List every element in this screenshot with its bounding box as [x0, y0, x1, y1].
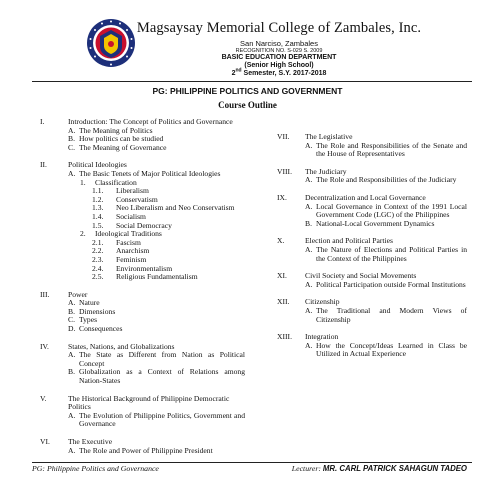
unit-body [305, 168, 467, 185]
subtopic-text: The Traditional and Modern Views of Citizenship [316, 305, 467, 324]
unit-title: The Executive [68, 437, 113, 446]
subtopic-text: Dimensions [79, 306, 116, 316]
subtopic-label: A. [68, 445, 76, 455]
unit-body [305, 298, 467, 324]
outline-unit [40, 291, 245, 334]
outline-unit [277, 168, 467, 185]
unit-numeral: XI. [277, 271, 287, 281]
unit-title: Introduction: The Concept of Politics and Governance [68, 117, 233, 126]
subtopic-label: A. [68, 298, 76, 308]
header-divider [32, 81, 472, 82]
outline-unit [277, 237, 467, 263]
subtopic-text: Local Governance in Context of the 1991 Local Government Code (LGC) of the Philippines [316, 201, 467, 220]
outline-subtopic [68, 351, 245, 368]
group-label: 2. [80, 229, 86, 239]
unit-numeral: X. [277, 236, 285, 246]
subitem-label: 1.5. [92, 220, 104, 230]
unit-numeral: IV. [40, 341, 49, 351]
subitem-text: Neo Liberalism and Neo Conservatism [116, 203, 235, 213]
group-label: 1. [80, 177, 86, 187]
outline-subitem [92, 239, 245, 248]
subitem-text: Fascism [116, 237, 141, 247]
unit-numeral: IX. [277, 192, 287, 202]
outline-subtopic [68, 412, 245, 429]
outline-subitem [92, 247, 245, 256]
unit-numeral: VIII. [277, 166, 292, 176]
unit-body [68, 343, 245, 386]
subtopic-text: How politics can be studied [79, 134, 164, 144]
subtopic-label: A. [305, 279, 313, 289]
unit-title: Integration [305, 332, 339, 342]
outline-unit [277, 298, 467, 324]
subtopic-text: The State as Different from Nation as Political Concept [79, 350, 245, 368]
subtopic-label: A. [68, 410, 76, 420]
unit-body [305, 194, 467, 228]
outline-unit [277, 272, 467, 289]
subtopic-label: A. [305, 244, 313, 254]
outline-unit [277, 133, 467, 159]
subtopic-text: The Role and Responsibilities of the Judiciary [316, 175, 457, 185]
subitem-label: 2.2. [92, 246, 104, 256]
subitem-label: 2.4. [92, 263, 104, 273]
outline-subtopic [305, 342, 467, 359]
subtopic-text: The Role and Power of Philippine President [79, 445, 213, 455]
subitem-label: 2.5. [92, 272, 104, 282]
school-seal-logo [86, 18, 136, 68]
subitem-text: Feminism [116, 254, 147, 264]
outline-unit [40, 438, 245, 455]
unit-title: Election and Political Parties [305, 236, 393, 246]
subitem-text: Religious Fundamentalism [116, 272, 198, 282]
subitem-label: 2.1. [92, 237, 104, 247]
outline-subitem [92, 187, 245, 196]
subtopic-text: The Meaning of Governance [79, 142, 167, 152]
unit-title: The Legislative [305, 132, 353, 141]
unit-body [68, 395, 245, 429]
semester-line: 2nd Semester, S.Y. 2017-2018 [231, 67, 327, 77]
outline-left-column [40, 118, 245, 455]
unit-body [68, 291, 245, 334]
unit-numeral: VII. [277, 132, 290, 141]
subtopic-text: Nature [79, 298, 100, 308]
outline-subtopic [68, 368, 245, 385]
subitem-label: 2.3. [92, 254, 104, 264]
subitem-text: Environmentalism [116, 263, 173, 273]
subitem-label: 1.4. [92, 211, 104, 221]
subtopic-text: The Basic Tenets of Major Political Ideologies [79, 168, 221, 178]
subitem-label: 1.3. [92, 203, 104, 213]
subitem-text: Socialism [116, 211, 146, 221]
subtopic-text: Types [79, 315, 98, 325]
unit-body [68, 118, 245, 152]
subtopic-label: B. [68, 306, 75, 316]
subtopic-text: The Role and Responsibilities of the Senate and the House of Representatives [316, 140, 467, 159]
subtopic-text: The Meaning of Politics [79, 125, 153, 135]
unit-body [305, 133, 467, 159]
subitem-text: Conservatism [116, 194, 158, 204]
subtopic-label: A. [305, 140, 313, 150]
subtopic-text: The Evolution of Philippine Politics, Government and Governance [79, 410, 245, 429]
subtopic-label: A. [68, 125, 76, 135]
subitem-text: Anarchism [116, 246, 150, 256]
unit-numeral: XII. [277, 297, 290, 307]
outline-subtopic [68, 144, 245, 153]
outline-unit [40, 118, 245, 152]
subitem-text: Social Democracy [116, 220, 172, 230]
subtopic-text: Political Participation outside Formal Institutions [316, 279, 466, 289]
outline-subtopic [305, 203, 467, 220]
outline-subtopic [305, 176, 467, 185]
subitem-label: 1.1. [92, 186, 104, 196]
outline-subtopic [305, 281, 467, 290]
footer-divider [32, 462, 472, 463]
outline-unit [277, 333, 467, 359]
school-location: San Narciso, Zambales [240, 39, 318, 48]
footer-lecturer: Lecturer: MR. CARL PATRICK SAHAGUN TADEO [291, 464, 467, 473]
outline-subtopic [305, 142, 467, 159]
outline-unit [40, 343, 245, 386]
subtopic-text: Consequences [79, 324, 123, 334]
outline-subtopic [68, 325, 245, 334]
unit-body [68, 438, 245, 455]
subitem-text: Liberalism [116, 186, 149, 196]
subtopic-label: C. [68, 315, 75, 325]
subtopic-label: A. [68, 350, 76, 360]
outline-subitem [92, 273, 245, 282]
unit-numeral: II. [40, 160, 47, 170]
subtopic-text: The Nature of Elections and Political Parties in the Context of the Philippines [316, 244, 467, 263]
subtopic-label: A. [68, 168, 76, 178]
outline-subtopic [305, 220, 467, 229]
subtopic-text: National-Local Government Dynamics [316, 218, 435, 228]
subtopic-label: D. [68, 324, 76, 334]
outline-subitem [92, 204, 245, 213]
department-name: BASIC EDUCATION DEPARTMENT [221, 54, 337, 61]
unit-title: Citizenship [305, 297, 340, 307]
document-header [0, 0, 495, 80]
division-name: (Senior High School) [244, 62, 314, 69]
unit-numeral: V. [40, 393, 47, 403]
outline-title: Course Outline [218, 100, 277, 110]
subtopic-label: A. [305, 201, 313, 211]
subtopic-label: A. [305, 305, 313, 315]
unit-body [305, 333, 467, 359]
unit-numeral: XIII. [277, 332, 292, 342]
subtopic-label: B. [305, 218, 312, 228]
outline-right-column [277, 133, 467, 359]
unit-title: Power [68, 289, 88, 299]
unit-body [305, 237, 467, 263]
unit-title: The Judiciary [305, 166, 347, 176]
subitem-label: 1.2. [92, 194, 104, 204]
subtopic-text: How the Concept/Ideas Learned in Class be Utilized in Actual Experience [316, 340, 467, 359]
school-recognition: RECOGNITION NO. S-029 S. 2009 [235, 48, 323, 54]
subtopic-text: Globalization as a Context of Relations among Nation-States [79, 367, 245, 386]
outline-subtopic [305, 307, 467, 324]
unit-body [305, 272, 467, 289]
subtopic-label: B. [68, 367, 75, 377]
outline-subtopic [68, 447, 245, 456]
unit-title: Civil Society and Social Movements [305, 271, 417, 281]
subtopic-label: C. [68, 142, 75, 152]
school-name: Magsaysay Memorial College of Zambales, Inc. [136, 20, 422, 36]
unit-body [68, 161, 245, 281]
unit-numeral: I. [40, 117, 45, 126]
unit-title: States, Nations, and Globalizations [68, 341, 175, 351]
outline-unit [277, 194, 467, 228]
course-title: PG: PHILIPPINE POLITICS AND GOVERNMENT [152, 86, 343, 96]
outline-unit [40, 395, 245, 429]
unit-title: Decentralization and Local Governance [305, 192, 426, 202]
group-text: Classification [95, 177, 137, 187]
footer-course: PG: Philippine Politics and Governance [32, 464, 159, 473]
unit-title: The Historical Background of Philippine Democratic Politics [68, 393, 230, 412]
subtopic-label: A. [305, 340, 313, 350]
outline-subtopic [305, 246, 467, 263]
subtopic-label: B. [68, 134, 75, 144]
group-text: Ideological Traditions [95, 229, 162, 239]
subtopic-label: A. [305, 175, 313, 185]
outline-unit [40, 161, 245, 281]
unit-numeral: VI. [40, 437, 50, 446]
unit-title: Political Ideologies [68, 160, 127, 170]
unit-numeral: III. [40, 289, 50, 299]
